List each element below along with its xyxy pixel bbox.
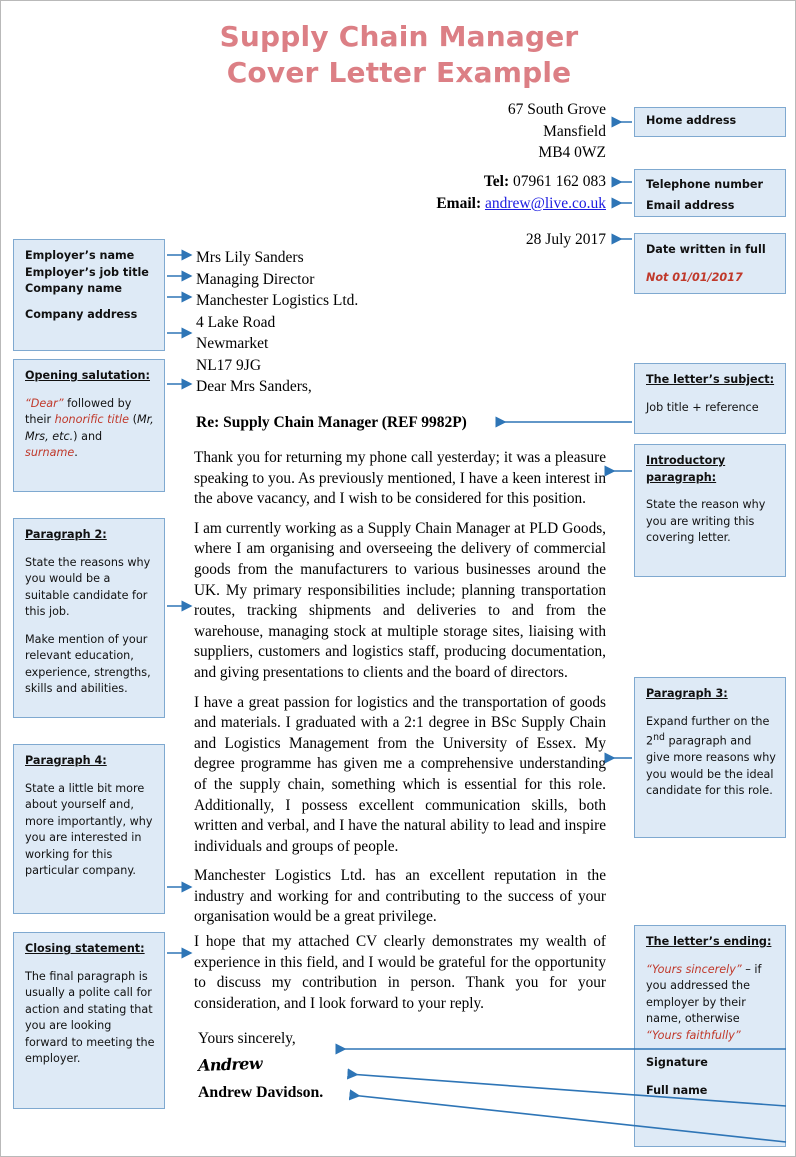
- annotation-ordinal-suffix: nd: [653, 732, 665, 743]
- signer-full-name: Andrew Davidson.: [198, 1084, 324, 1101]
- recipient-address-line-2: Newmarket: [196, 335, 269, 352]
- annotation-intro-heading-2: paragraph:: [646, 470, 717, 484]
- email-line: [301, 193, 606, 215]
- annotation-letter-ending: [634, 925, 786, 1147]
- annotation-letter-subject: [634, 363, 786, 434]
- annotation-paragraph-4-heading: Paragraph 4:: [25, 754, 107, 767]
- annotation-date-heading: Date written in full: [646, 243, 766, 256]
- annotation-closing-statement: [13, 932, 165, 1109]
- annotation-salutation-heading: Opening salutation:: [25, 369, 150, 382]
- salutation: Dear Mrs Sanders,: [196, 378, 312, 395]
- telephone-label: Tel:: [483, 173, 510, 190]
- annotation-paragraph-3: [634, 677, 786, 838]
- sender-address-postcode: MB4 0WZ: [538, 144, 606, 161]
- annotation-paragraph-4-body: State a little bit more about yourself and, more importantly, why you are interested in working for this particular company.: [25, 781, 153, 877]
- annotation-yours-faithfully-emphasis: “Yours faithfully”: [646, 1028, 741, 1042]
- body-paragraph-3: I have a great passion for logistics and the transportation of goods and materials. I graduated with a 2:1 degree in BSc Supply Chain and Logistics Management from the University of Essex. My degree programme has given me a comprehensive understanding of the supply chain, something which is essential for this role. Additionally, I possess excellent communication skills, both written and verbal, and I have the natural ability to lead and inspire individuals and groups of people.: [194, 693, 606, 855]
- annotation-honorific-emphasis: honorific title: [54, 413, 130, 426]
- annotation-salutation-text-2: (: [129, 413, 137, 426]
- recipient-name: Mrs Lily Sanders: [196, 249, 304, 266]
- annotation-paragraph-2-heading: Paragraph 2:: [25, 528, 107, 541]
- annotation-closing-heading: Closing statement:: [25, 942, 145, 955]
- telephone-line: [301, 171, 606, 193]
- handwritten-signature: Andrew: [197, 1053, 263, 1075]
- annotation-subject-body: Job title + reference: [646, 400, 759, 414]
- closing-paragraph: I hope that my attached CV clearly demonstrates my wealth of experience in this field, and I would be grateful for the opportunity to discuss my contribution in person. Thank you for your consideration, and I look forward to your reply.: [194, 933, 606, 1012]
- email-label: Email:: [436, 194, 482, 212]
- annotation-salutation-text-3: ) and: [73, 429, 103, 443]
- annotation-salutation-body: [25, 396, 155, 462]
- annotation-employer-name-label: Employer’s name: [25, 249, 135, 262]
- annotation-surname-emphasis: surname: [25, 446, 75, 459]
- annotation-recipient-details: [13, 239, 165, 351]
- annotation-company-address-label: Company address: [25, 307, 138, 321]
- email-link[interactable]: andrew@live.co.uk: [484, 194, 606, 212]
- recipient-job-title: Managing Director: [196, 270, 315, 288]
- body-paragraph-4: Manchester Logistics Ltd. has an excellent reputation in the industry and working for and contributing to the success of your organisation would be a great privilege.: [194, 867, 606, 926]
- annotation-paragraph-2: [13, 518, 165, 718]
- annotation-employer-job-title-label: Employer’s job title: [25, 265, 149, 279]
- recipient-address-line-1: 4 Lake Road: [196, 313, 276, 331]
- annotation-subject-heading: The letter’s subject:: [646, 373, 775, 386]
- annotation-salutation-period: .: [74, 446, 78, 459]
- sign-off: Yours sincerely,: [198, 1030, 296, 1047]
- spacer: [25, 298, 155, 307]
- annotation-dear-emphasis: “Dear”: [25, 396, 64, 410]
- annotation-telephone-email: [634, 169, 786, 217]
- annotation-telephone-label: Telephone number: [646, 178, 763, 191]
- annotation-intro-heading-1: Introductory: [646, 454, 726, 467]
- annotation-ending-text: – if you addressed the employer by their name, otherwise: [646, 962, 762, 1025]
- annotation-yours-sincerely-emphasis: “Yours sincerely”: [646, 962, 742, 976]
- sender-address-line-2: Mansfield: [543, 122, 606, 140]
- page-title-line-2: Cover Letter Example: [226, 56, 572, 89]
- annotation-date-warning: Not 01/01/2017: [646, 270, 743, 284]
- page-title: [1, 19, 796, 91]
- recipient-company: Manchester Logistics Ltd.: [196, 292, 359, 309]
- body-paragraph-1: Thank you for returning my phone call yesterday; it was a pleasure speaking to you. As previously mentioned, I have a keen interest in the above vacancy, and I wish to be considered for this position.: [194, 449, 606, 508]
- annotation-introductory-paragraph: [634, 444, 786, 577]
- telephone-value: 07961 162 083: [513, 173, 606, 190]
- recipient-postcode: NL17 9JG: [196, 356, 262, 374]
- annotation-closing-body: The final paragraph is usually a polite call for action and stating that you are looking forward to meeting the employer.: [25, 969, 155, 1065]
- annotation-opening-salutation: [13, 359, 165, 492]
- annotation-paragraph-2-body-1: State the reasons why you would be a suitable candidate for this job.: [25, 555, 151, 618]
- annotation-paragraph-3-text-b: paragraph and give more reasons why you would be the ideal candidate for this role.: [646, 734, 776, 798]
- sender-address: [301, 99, 606, 164]
- annotation-salutation-text-1: followed by their: [25, 396, 132, 426]
- annotation-company-name-label: Company name: [25, 282, 123, 295]
- annotation-paragraph-4: [13, 744, 165, 914]
- sender-contact: [301, 171, 606, 214]
- annotation-home-address: [634, 107, 786, 137]
- annotation-ending-body: [646, 962, 776, 1045]
- page-title-line-1: Supply Chain Manager: [219, 20, 579, 53]
- annotation-honorific-examples: Mr, Mrs, etc.: [25, 413, 154, 443]
- annotation-home-address-label: Home address: [646, 114, 737, 128]
- subject-line: Re: Supply Chain Manager (REF 9982P): [196, 414, 467, 431]
- annotation-date: [634, 233, 786, 294]
- annotation-intro-body: State the reason why you are writing this covering letter.: [646, 498, 766, 544]
- recipient-block: [196, 247, 496, 376]
- annotation-paragraph-3-heading: Paragraph 3:: [646, 687, 728, 700]
- annotation-paragraph-2-body-2: Make mention of your relevant education, experience, strengths, skills and abilities.: [25, 632, 151, 695]
- annotation-ending-heading: The letter’s ending:: [646, 935, 772, 948]
- annotation-signature-label: Signature: [646, 1056, 708, 1069]
- sender-address-line-1: 67 South Grove: [507, 101, 606, 118]
- annotation-email-label: Email address: [646, 198, 735, 212]
- body-paragraph-2: I am currently working as a Supply Chain Manager at PLD Goods, where I am organising and overseeing the delivery of commercial goods from the manufacturers to various businesses around the UK. My primary responsibilities include; planning transportation routes, tracking shipments and deliveries to and from the warehouse, managing stock at multiple storage sites, liaising with suppliers, customers and logistics staff, producing documentation, and giving presentations to clients and the board of directors.: [194, 519, 606, 681]
- annotation-paragraph-3-text-a: Expand further on the 2: [646, 714, 770, 748]
- annotation-paragraph-3-body: [646, 714, 776, 800]
- letter-date: 28 July 2017: [525, 231, 606, 248]
- annotation-full-name-label: Full name: [646, 1083, 708, 1097]
- letter-body: [194, 448, 606, 928]
